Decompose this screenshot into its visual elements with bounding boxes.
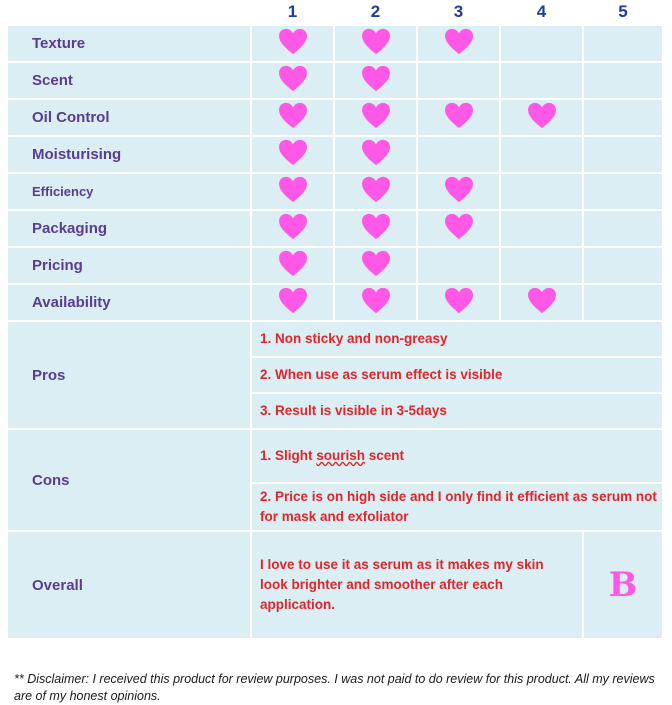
rating-label: Efficiency	[7, 173, 251, 210]
heart-icon	[361, 287, 391, 314]
heart-icon	[444, 176, 474, 203]
rating-cell	[334, 62, 417, 99]
heart-icon	[361, 65, 391, 92]
rating-cell	[500, 25, 583, 62]
heart-icon	[444, 28, 474, 55]
rating-cell	[417, 136, 500, 173]
rating-cell	[251, 25, 334, 62]
heart-icon	[278, 102, 308, 129]
rating-cell	[334, 173, 417, 210]
cons-label: Cons	[7, 429, 251, 531]
rating-cell	[251, 284, 334, 321]
heart-icon	[444, 287, 474, 314]
overall-text: I love to use it as serum as it makes my skin look brighter and smoother after each application.	[251, 531, 583, 639]
rating-cell	[500, 62, 583, 99]
rating-label: Oil Control	[7, 99, 251, 136]
cons-item-1-suffix: scent	[365, 448, 405, 463]
heart-icon	[361, 250, 391, 277]
rating-cell	[251, 99, 334, 136]
rating-cell	[417, 173, 500, 210]
pros-label: Pros	[7, 321, 251, 429]
rating-row	[7, 99, 663, 136]
rating-cell	[500, 173, 583, 210]
rating-scale-header	[7, 0, 663, 25]
rating-cell	[417, 284, 500, 321]
rating-label: Scent	[7, 62, 251, 99]
scale-5: 5	[583, 0, 663, 25]
heart-icon	[278, 139, 308, 166]
rating-row	[7, 173, 663, 210]
review-sheet	[6, 0, 662, 640]
rating-cell	[417, 62, 500, 99]
rating-cell	[500, 247, 583, 284]
rating-label: Availability	[7, 284, 251, 321]
rating-row	[7, 210, 663, 247]
rating-cell	[583, 25, 663, 62]
cons-item-1-prefix: 1. Slight	[260, 448, 317, 463]
rating-cell	[251, 62, 334, 99]
cons-item-1	[251, 429, 663, 483]
rating-cell	[417, 25, 500, 62]
rating-cell	[583, 173, 663, 210]
heart-icon	[527, 102, 557, 129]
rating-cell	[334, 136, 417, 173]
overall-row	[7, 531, 663, 639]
heart-icon	[361, 139, 391, 166]
header-corner	[7, 0, 251, 25]
disclaimer: ** Disclaimer: I received this product for review purposes. I was not paid to do review for this product. All my reviews are of my honest opinions.	[14, 672, 655, 703]
rating-cell	[334, 25, 417, 62]
cons-item-1-spellcheck-word: sourish	[316, 448, 366, 463]
rating-cell	[500, 284, 583, 321]
heart-icon	[278, 250, 308, 277]
cons-row	[7, 429, 663, 483]
pros-item-1: 1. Non sticky and non-greasy	[251, 321, 663, 357]
scale-3: 3	[417, 0, 500, 25]
rating-cell	[417, 210, 500, 247]
rating-cell	[583, 99, 663, 136]
heart-icon	[278, 28, 308, 55]
rating-row	[7, 136, 663, 173]
heart-icon	[361, 176, 391, 203]
overall-grade: B	[583, 531, 663, 639]
scale-1: 1	[251, 0, 334, 25]
heart-icon	[444, 213, 474, 240]
heart-icon	[361, 28, 391, 55]
rating-row	[7, 62, 663, 99]
rating-cell	[334, 284, 417, 321]
rating-cell	[500, 136, 583, 173]
rating-cell	[417, 247, 500, 284]
rating-cell	[334, 99, 417, 136]
rating-label: Packaging	[7, 210, 251, 247]
rating-cell	[500, 210, 583, 247]
pros-row	[7, 321, 663, 357]
scale-4: 4	[500, 0, 583, 25]
rating-row	[7, 25, 663, 62]
review-table	[6, 0, 664, 640]
rating-row	[7, 284, 663, 321]
heart-icon	[361, 213, 391, 240]
rating-cell	[334, 247, 417, 284]
rating-cell	[251, 210, 334, 247]
heart-icon	[361, 102, 391, 129]
rating-row	[7, 247, 663, 284]
scale-2: 2	[334, 0, 417, 25]
rating-cell	[583, 284, 663, 321]
heart-icon	[527, 287, 557, 314]
rating-label: Texture	[7, 25, 251, 62]
rating-cell	[417, 99, 500, 136]
rating-cell	[583, 210, 663, 247]
rating-cell	[334, 210, 417, 247]
cons-item-2: 2. Price is on high side and I only find it efficient as serum not for mask and exfoliator	[251, 483, 663, 531]
rating-cell	[500, 99, 583, 136]
rating-label: Moisturising	[7, 136, 251, 173]
rating-cell	[583, 247, 663, 284]
rating-label: Pricing	[7, 247, 251, 284]
heart-icon	[278, 176, 308, 203]
rating-cell	[251, 247, 334, 284]
heart-icon	[278, 213, 308, 240]
rating-cell	[251, 173, 334, 210]
pros-item-3: 3. Result is visible in 3-5days	[251, 393, 663, 429]
rating-cell	[583, 136, 663, 173]
rating-cell	[251, 136, 334, 173]
rating-cell	[583, 62, 663, 99]
heart-icon	[444, 102, 474, 129]
heart-icon	[278, 65, 308, 92]
pros-item-2: 2. When use as serum effect is visible	[251, 357, 663, 393]
overall-label: Overall	[7, 531, 251, 639]
heart-icon	[278, 287, 308, 314]
